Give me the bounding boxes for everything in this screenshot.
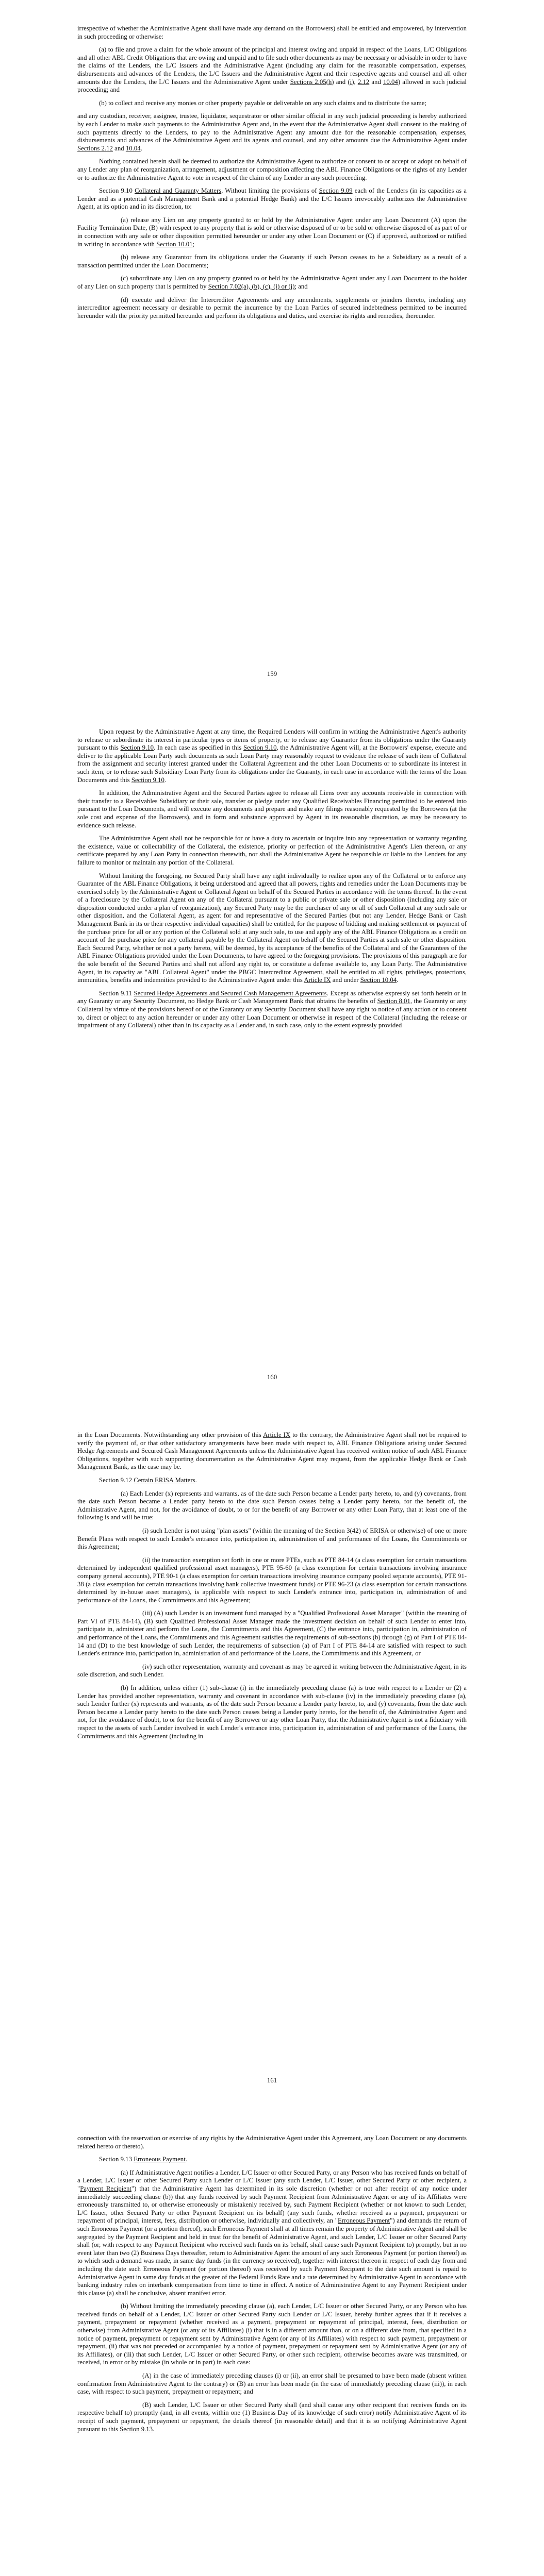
text-run: (ii) the transaction exemption set forth in one or more PTEs, such as PTE 84-14 (a class exemption for certain transactions determined by independent qualified professional asset managers), PTE 95-60 (a class exemption for certain transactions involving insurance company general accounts), PTE 90-1 (a class exemption for certain transactions involving insurance company pooled separate accounts), PTE 91-38 (a class exemption for certain transactions involving bank collective investment funds) or PTE 96-23 (a class exemption for certain transactions determined by in-house asset managers), is applicable with respect to such Lender's entrance into, participation in, administration of and performance of the Loans, the Commitments and this Agreement; [77,1556,467,1604]
paragraph [77,253,467,269]
text-run: ) allowed in such judicial proceeding; and [77,78,467,94]
text-run: (iv) such other representation, warranty and covenant as may be agreed in writing between the Administrative Agent, in its sole discretion, and such Lender. [77,1663,467,1679]
text-run: . Without limiting the provisions of [221,187,319,195]
text-run: Section 9.12 [99,1476,134,1484]
text-run: Section 9.13 [99,2156,134,2163]
cross-reference: Article IX [304,976,331,984]
text-run: . Except as otherwise expressly set forth herein or in any Guaranty or any Security Document, no Hedge Bank or Cash Management Bank that obtains the benefits of [77,989,467,1005]
paragraph [77,789,467,829]
cross-reference: Section 7.02(a), (b), (c), (i) or (j) [208,283,295,291]
page-body [77,25,467,325]
paragraph [77,1609,467,1658]
paragraph [77,1431,467,1471]
paragraph [77,2169,467,2298]
cross-reference: Section 9.10 [120,744,154,752]
cross-reference: Erroneous Payment [337,2217,390,2225]
cross-reference: 10.04 [125,144,141,152]
cross-reference: 2.12 [357,78,370,86]
text-run: (A) in the case of immediately preceding clauses (i) or (ii), an error shall be presumed to have been made (absent written confirmation from Administrative Agent to the contrary) or (B) an error has been made (in the case of immediately preceding clause (iii)), in each case, with respect to such payment, prepayment or repayment; and [77,2372,467,2396]
paragraph [77,872,467,985]
text-run: Section 9.11 [99,989,134,997]
text-run: ; and [294,283,308,291]
text-run: Section 9.10 [99,187,135,195]
text-run: . [140,144,142,152]
text-run: to the contrary, the Administrative Agent shall not be required to verify the payment of, or that other satisfactory arrangements have been made with respect to, ABL Finance Obligations arising under Secured Hedge Agreements and Secured Cash Management Agreements unless the Administrative Agent has received written notice of such ABL Finance Obligations, together with such supporting documentation as the Administrative Agent may request, from the applicable Hedge Bank or Cash Management Bank, as the case may be. [77,1431,467,1471]
paragraph [77,2156,467,2164]
text-run: ), [352,78,358,86]
paragraph [77,2401,467,2433]
page-body [77,2134,467,2438]
paragraph [77,2302,467,2367]
text-run: irrespective of whether the Administrative Agent shall have made any demand on the Borrowers) shall be entitled and empowered, by intervention in such proceeding or otherwise: [77,25,467,40]
page-body [77,1431,467,1745]
cross-reference: Section 9.10 [131,776,164,784]
document-page-162 [0,2110,544,2576]
text-run: (a) to file and prove a claim for the whole amount of the principal and interest owing and unpaid in respect of the Loans, L/C Obligations and all other ABL Credit Obligations that are owing and unpaid and to file such other documents as may be necessary or advisable in order to have the claims of the Lenders, the L/C Issuers and the Administrative Agent (including any claim for the reasonable compensation, expenses, disbursements and advances of the Lenders, the L/C Issuers and the Administrative Agent and their respective agents and counsel and all other amounts due the Lenders, the L/C Issuers and the Administrative Agent under [77,46,467,86]
paragraph [77,990,467,1030]
cross-reference: Sections 2.05(h) [290,78,334,86]
text-run: Nothing contained herein shall be deemed to authorize the Administrative Agent to authorize or consent to or accept or adopt on behalf of any Lender any plan of reorganization, arrangement, adjustment or composition affecting the ABL Finance Obligations or the rights of any Lender or to authorize the Administrative Agent to vote in respect of the claim of any Lender in any such proceeding. [77,158,467,181]
paragraph [77,728,467,784]
text-run: ; [192,240,195,248]
text-run: (b) release any Guarantor from its obligations under the Guaranty if such Person ceases to be a Subsidiary as a result of a transaction permitted under the Loan Documents; [77,253,467,269]
text-run: In addition, the Administrative Agent and the Secured Parties agree to release all Liens over any accounts receivable in connection with their transfer to a Receivables Subsidiary or their sale, transfer or pledge under any Qualified Receivables Financing permitted to be entered into pursuant to the Loan Documents, and will execute any documents and prepare and make any filings reasonably requested by the Borrowers (at the sole cost and expense of the Borrowers), and in form and substance approved by Agent in its reasonable discretion, as may be necessary to evidence such release. [77,789,467,829]
paragraph [77,1490,467,1522]
text-run: Without limiting the foregoing, no Secured Party shall have any right individually to realize upon any of the Collateral or to enforce any Guarantee of the ABL Finance Obligations, it being understood and agreed that all powers, rights and remedies under the Loan Documents may be exercised solely by the Administrative Agent or Collateral Agent on behalf of the Secured Parties in accordance with the terms thereof. In the event of a foreclosure by the Collateral Agent on any of the Collateral pursuant to a public or private sale or other disposition (including any sale or disposition conducted under a plan of reorganization), any Secured Party may be the purchaser of any or all of such Collateral at any such sale or other disposition, and the Collateral Agent, as agent for and representative of the Secured Parties (but not any Lender, Hedge Bank or Cash Management Bank in its or their respective individual capacities) shall be entitled, for the purpose of bidding and making settlement or payment of the purchase price for all or any portion of the Collateral sold at any such sale, to use and apply any of the ABL Finance Obligations as a credit on account of the purchase price for any collateral payable by the Collateral Agent on behalf of the Secured Parties at such sale or other disposition. Each Secured Party, whether or not a party hereto, will be deemed, by its acceptance of the benefits of the Collateral and of the Guarantees of the ABL Finance Obligations provided under the Loan Documents, to have agreed to the foregoing provisions. The provisions of this paragraph are for the sole benefit of the Secured Parties and shall not afford any right to, or constitute a defense available to, any Loan Party. The Administrative Agent, in its capacity as "ABL Collateral Agent" under the PBGC Intercreditor Agreement, shall be entitled to all rights, privileges, protections, immunities, benefits and indemnities provided to the Administrative Agent under this [77,872,467,984]
cross-reference: Payment Recipient [80,2184,131,2192]
text-run: (i) such Lender is not using "plan assets" (within the meaning of the Section 3(42) of ERISA or otherwise) of one or more Benefit Plans with respect to such Lender's entrance into, participation in, administration of and performance of the Loans, the Commitments or this Agreement; [77,1527,467,1551]
cross-reference: Section 10.01 [156,240,193,248]
text-run: each of the Lenders (in its capacities as a Lender and as a potential Cash Management Bank and a potential Hedge Bank) and the L/C Issuers irrevocably authorizes the Administrative Agent, at its option and in its discretion, to: [77,187,467,211]
text-run: (b) In addition, unless either (1) sub-clause (i) in the immediately preceding clause (a) is true with respect to a Lender or (2) a Lender has provided another representation, warranty and covenant in accordance with sub-clause (iv) in the immediately preceding clause (a), such Lender further (x) represents and warrants, as of the date such Person became a Lender party hereto, to, and (y) covenants, from the date such Person became a Lender party hereto to the date such Person ceases being a Lender party hereto, for the benefit of, the Administrative Agent and not, for the avoidance of doubt, to or for the benefit of any Borrower or any other Loan Party, that the Administrative Agent is not a fiduciary with respect to the assets of such Lender involved in such Lender's entrance into, participation in, administration of and performance of the Loans, the Commitments and this Agreement (including in [77,1684,467,1740]
text-run: and [369,78,384,86]
text-run: and any custodian, receiver, assignee, trustee, liquidator, sequestrator or other similar official in any such judicial proceeding is hereby authorized by each Lender to make such payments to the Administrative Agent and, in the event that the Administrative Agent shall consent to the making of such payments directly to the Lenders, to pay to the Administrative Agent any amount due for the reasonable compensation, expenses, disbursements and advances of the Administrative Agent and its agents and counsel, and any other amounts due the Administrative Agent under [77,112,467,144]
text-run: (iii) (A) such Lender is an investment fund managed by a "Qualified Professional Asset Manager" (within the meaning of Part VI of PTE 84-14), (B) such Qualified Professional Asset Manager made the investment decision on behalf of such Lender to enter into, participate in, administer and perform the Loans, the Commitments and this Agreement, (C) the entrance into, participation in, administration of and performance of the Loans, the Commitments and this Agreement satisfies the requirements of sub-sections (b) through (g) of Part I of PTE 84-14 and (D) to the best knowledge of such Lender, the requirements of subsection (a) of Part I of PTE 84-14 are satisfied with respect to such Lender's entrance into, participation in, administration of and performance of the Loans, the Commitments and this Agreement, or [77,1609,467,1657]
text-run: . [397,976,399,984]
paragraph [77,216,467,248]
paragraph [77,296,467,320]
text-run: . [195,1476,197,1484]
cross-reference: Section 9.13 [120,2425,153,2433]
text-run: (c) subordinate any Lien on any property granted to or held by the Administrative Agent under any Loan Document to the holder of any Lien on such property that is permitted by [77,275,467,291]
paragraph [77,275,467,291]
text-run: (b) Without limiting the immediately preceding clause (a), each Lender, L/C Issuer or other Secured Party, or any Person who has received funds on behalf of a Lender, L/C Issuer or other Secured Party such Lender or L/C Issuer, hereby further agrees that if it receives a payment, prepayment or repayment (whether received as a payment, prepayment or repayment of principal, interest, fees, distribution or otherwise) from Administrative Agent (or any of its Affiliates) (i) that is in a different amount than, or on a different date from, that specified in a notice of payment, prepayment or repayment sent by Administrative Agent (or any of its Affiliates) with respect to such payment, prepayment or repayment, (ii) that was not preceded or accompanied by a notice of payment, prepayment or repayment sent by Administrative Agent (or any of its Affiliates), or (iii) that such Lender, L/C Issuer or other Secured Party, or other such recipient, otherwise becomes aware was transmitted, or received, in error or by mistake (in whole or in part) in each case: [77,2302,467,2366]
paragraph [77,1527,467,1551]
text-run: in the Loan Documents. Notwithstanding any other provision of this [77,1431,263,1438]
text-run: . In each case as specified in this [154,744,244,752]
text-run: (b) to collect and receive any monies or other property payable or deliverable on any such claims and to distribute the same; [99,99,427,107]
text-run: (a) If Administrative Agent notifies a Lender, L/C Issuer or other Secured Party, or any Person who has received funds on behalf of a Lender, L/C Issuer or other Secured Party such Lender or L/C Issuer (any such Lender, L/C Issuer, other Secured Party or other recipient, a " [77,2168,467,2192]
text-run: , the Guaranty or any Collateral by virtue of the provisions hereof or of the Guaranty or any Security Document shall have any right to notice of any action or to consent to, direct or object to any action hereunder or under any other Loan Document or otherwise in respect of the Collateral (including the release or impairment of any Collateral) other than in its capacity as a Lender and, in such case, only to the extent expressly provided [77,997,467,1029]
document-page-161 [0,1406,544,2110]
text-run: (d) execute and deliver the Intercreditor Agreements and any amendments, supplements or joinders thereto, including any intercreditor agreement necessary or desirable to permit the incurrence by the Loan Parties of secured indebtedness permitted to be incurred hereunder with the priority permitted hereunder and perform its obligations and duties, and exercise its rights and remedies, thereunder. [77,296,467,319]
cross-reference: Erroneous Payment [134,2156,186,2163]
text-run: , the Administrative Agent will, at the Borrowers' expense, execute and deliver to the applicable Loan Party such documents as such Loan Party may reasonably request to evidence the release of such item of Collateral from the assignment and security interest granted under the Collateral Agreement and the other Loan Documents or to subordinate its interest in such item, or to release such Subsidiary Loan Party from its obligations under the Guaranty, in each case in accordance with the terms of the Loan Documents and this [77,744,467,784]
text-run: and under [331,976,360,984]
text-run: and ( [334,78,350,86]
text-run: Upon request by the Administrative Agent at any time, the Required Lenders will confirm in writing the Administrative Agent's authority to release or subordinate its interest in particular types or items of property, or to release any Guarantor from its obligations under the Guaranty pursuant to this [77,728,467,752]
cross-reference: Collateral and Guaranty Matters [135,187,222,195]
text-run: and [112,144,126,152]
cross-reference: Certain ERISA Matters [134,1476,195,1484]
paragraph [77,1663,467,1679]
cross-reference: Sections 2.12 [77,144,113,152]
paragraph [77,187,467,211]
cross-reference: Section 9.10 [243,744,277,752]
paragraph [77,2372,467,2396]
paragraph [77,99,467,108]
page-number: 160 [267,1373,277,1381]
paragraph [77,1684,467,1740]
text-run: (B) such Lender, L/C Issuer or other Secured Party shall (and shall cause any other recipient that receives funds on its respective behalf to) promptly (and, in all events, within one (1) Business Day of its knowledge of such error) notify Administrative Agent of its receipt of such payment, prepayment or repayment, the details thereof (in reasonable detail) and that it is so notifying Administrative Agent pursuant to this [77,2401,467,2433]
page-number: 161 [267,2076,277,2084]
cross-reference: Section 9.09 [319,187,353,195]
text-run: ") and demands the return of such Erroneous Payment (or a portion thereof), such Erroneous Payment shall at all times remain the property of Administrative Agent and shall be segregated by the Payment Recipient and held in trust for the benefit of Administrative Agent, and such Lender, L/C Issuer or other Secured Party shall (or, with respect to any Payment Recipient who received such funds on its behalf, shall cause such Payment Recipient to) promptly, but in no event later than two (2) Business Days thereafter, return to Administrative Agent the amount of any such Erroneous Payment (or portion thereof) as to which such a demand was made, in same day funds (in the currency so received), together with interest thereon in respect of each day from and including the date such Erroneous Payment (or portion thereof) was received by such Payment Recipient to the date such amount is repaid to Administrative Agent in same day funds at the greater of the Federal Funds Rate and a rate determined by Administrative Agent in accordance with banking industry rules on interbank compensation from time to time in effect. A notice of Administrative Agent to any Payment Recipient under this clause (a) shall be conclusive, absent manifest error. [77,2217,467,2297]
paragraph [77,112,467,152]
paragraph [77,1477,467,1485]
paragraph [77,1556,467,1605]
cross-reference: 10.04 [383,78,398,86]
text-run: (a) Each Lender (x) represents and warrants, as of the date such Person became a Lender party hereto, to, and (y) covenants, from the date such Person became a Lender party hereto to the date such Person ceases being a Lender party hereto, for the benefit of, the Administrative Agent, and not, for the avoidance of doubt, to or for the benefit of any Borrower or any other Loan Party, that at least one of the following is and will be true: [77,1489,467,1521]
cross-reference: Section 10.04 [360,976,397,984]
text-run: ") that the Administrative Agent has determined in its sole discretion (whether or not after receipt of any notice under immediately succeeding clause (b)) that any funds received by such Payment Recipient from Administrative Agent or any of its Affiliates were erroneously transmitted to, or otherwise erroneously or mistakenly received by, such Payment Recipient (whether or not known to such Lender, L/C Issuer, other Secured Party or other Payment Recipient on its behalf) (any such funds, whether received as a payment, prepayment or repayment of principal, interest, fees, distribution or otherwise, individually and collectively, an " [77,2184,467,2225]
text-run: . [164,776,167,784]
cross-reference: Section 8.01 [377,997,410,1005]
paragraph [77,46,467,94]
cross-reference: i [350,78,352,86]
cross-reference: Secured Hedge Agreements and Secured Cash Management Agreements [134,989,327,997]
text-run: . [153,2425,155,2433]
page-body [77,728,467,1035]
cross-reference: Article IX [263,1431,291,1438]
text-run: connection with the reservation or exercise of any rights by the Administrative Agent under this Agreement, any Loan Document or any documents related hereto or thereto). [77,2134,467,2150]
paragraph [77,158,467,182]
text-run: The Administrative Agent shall not be responsible for or have a duty to ascertain or inquire into any representation or warranty regarding the existence, value or collectability of the Collateral, the existence, priority or perfection of the Administrative Agent's Lien thereon, or any certificate prepared by any Loan Party in connection therewith, nor shall the Administrative Agent be responsible or liable to the Lenders for any failure to monitor or maintain any portion of the Collateral. [77,835,467,866]
page-number: 159 [267,670,277,677]
text-run: (a) release any Lien on any property granted to or held by the Administrative Agent under any Loan Document (A) upon the Facility Termination Date, (B) with respect to any property that is sold or otherwise disposed of or to be sold or otherwise disposed of as part of or in connection with any sale or other disposition permitted hereunder or under any other Loan Document or (C) if approved, authorized or ratified in writing in accordance with [77,216,467,248]
text-run: . [185,2156,187,2163]
document-page-160 [0,703,544,1406]
document-page-159 [0,0,544,703]
paragraph [77,25,467,41]
paragraph [77,835,467,867]
paragraph [77,2134,467,2150]
